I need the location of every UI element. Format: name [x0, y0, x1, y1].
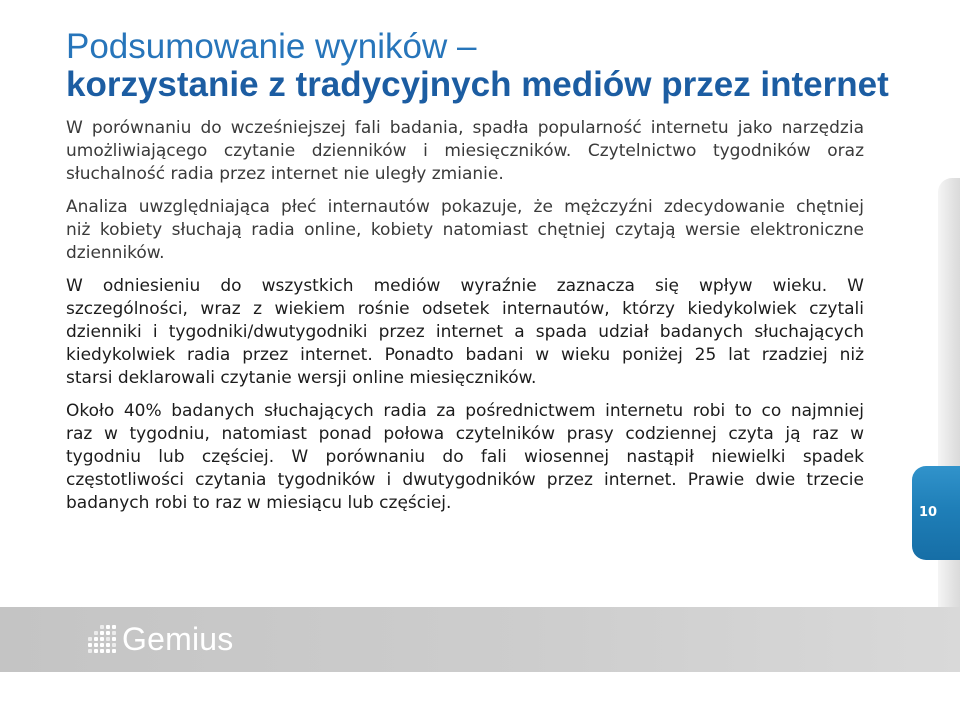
paragraph-line: częstotliwości czytania tygodników i dwutygodników przez internet. Prawie dwie trzecie [66, 470, 864, 490]
paragraph-line: Analiza uwzględniająca płeć internautów pokazuje, że mężczyźni zdecydowanie chętniej [66, 197, 864, 217]
slide-title [66, 28, 926, 104]
paragraph-line: dzienników. [66, 243, 165, 263]
page-number-tab [912, 466, 960, 560]
slide-body [66, 117, 864, 525]
title-line-2: korzystanie z tradycyjnych mediów przez internet [66, 65, 889, 104]
paragraph-line: starsi deklarowali czytanie wersji online miesięczników. [66, 368, 537, 388]
paragraph-line: kiedykolwiek radia przez internet. Ponadto badani w wieku poniżej 25 lat rzadziej niż [66, 345, 864, 365]
page-number: 10 [918, 505, 938, 520]
paragraph-line: niż kobiety słuchają radia online, kobiety natomiast chętniej czytają wersie elektroniczne [66, 220, 864, 240]
paragraph-line: Około 40% badanych słuchających radia za pośrednictwem internetu robi to co najmniej [66, 401, 864, 421]
paragraph-line: W porównaniu do wcześniejszej fali badania, spadła popularność internetu jako narzędzia [66, 118, 864, 138]
title-line-1: Podsumowanie wyników – [66, 27, 477, 66]
footer-band [0, 607, 960, 672]
paragraph-1 [66, 117, 864, 186]
paragraph-line: szczególności, wraz z wiekiem rośnie odsetek internautów, którzy kiedykolwiek czytali [66, 299, 864, 319]
paragraph-line: słuchalność radia przez internet nie uległy zmianie. [66, 164, 504, 184]
paragraph-line: W odniesieniu do wszystkich mediów wyraźnie zaznacza się wpływ wieku. W [66, 276, 864, 296]
paragraph-2 [66, 196, 864, 265]
paragraph-line: umożliwiającego czytanie dzienników i miesięczników. Czytelnictwo tygodników oraz [66, 141, 864, 161]
gemius-logo-text: Gemius [122, 621, 234, 657]
paragraph-line: tygodniu lub częściej. W porównaniu do fali wiosennej nastąpił niewielki spadek [66, 447, 864, 467]
paragraph-line: raz w tygodniu, natomiast ponad połowa czytelników prasy codziennej czyta ją raz w [66, 424, 864, 444]
paragraph-line: badanych robi to raz w miesiącu lub częściej. [66, 493, 452, 513]
paragraph-4 [66, 400, 864, 515]
paragraph-3 [66, 275, 864, 390]
paragraph-line: dzienniki i tygodniki/dwutygodniki przez internet a spada udział badanych słuchających [66, 322, 864, 342]
gemius-dot-grid-icon [88, 625, 118, 655]
